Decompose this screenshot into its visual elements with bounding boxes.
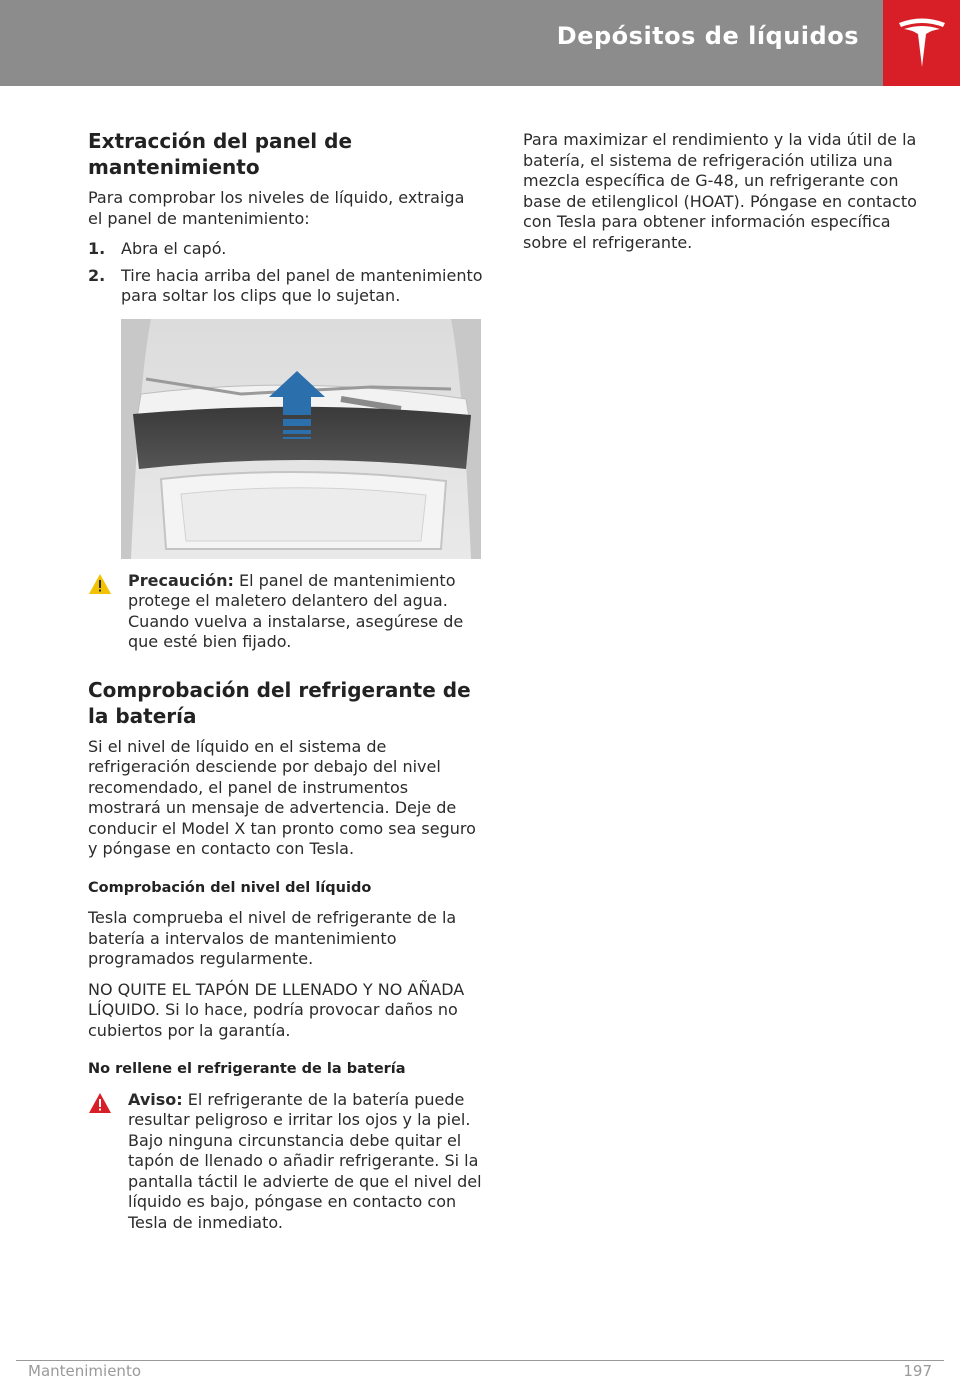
right-column bbox=[523, 130, 918, 263]
steps-list bbox=[88, 239, 483, 307]
warning-note bbox=[88, 1090, 483, 1234]
paragraph-coolant-info: Para maximizar el rendimiento y la vida útil de la batería, el sistema de refrigeración utiliza una mezcla específica de G-48, un refrigerante con base de etilenglicol (HOAT). Póngase en contacto con Tesla para obtener información específica sobre el refrigerante. bbox=[523, 130, 917, 252]
step-text: Abra el capó. bbox=[121, 239, 227, 258]
section-heading-battery-coolant: Comprobación del refrigerante de la batería bbox=[88, 677, 471, 728]
page-header bbox=[0, 0, 883, 86]
paragraph-do-not-fill: NO QUITE EL TAPÓN DE LLENADO Y NO AÑADA LÍQUIDO. Si lo hace, podría provocar daños no cubiertos por la garantía. bbox=[88, 979, 465, 1040]
warning-triangle-icon bbox=[88, 1090, 128, 1234]
step-text: Tire hacia arriba del panel de mantenimiento para soltar los clips que lo sujetan. bbox=[121, 265, 483, 305]
caution-note bbox=[88, 571, 483, 653]
step-number: 1. bbox=[88, 239, 106, 258]
footer-divider bbox=[16, 1360, 944, 1361]
tesla-logo bbox=[883, 0, 960, 86]
paragraph-fluid-level: Tesla comprueba el nivel de refrigerante de la batería a intervalos de mantenimiento programados regularmente. bbox=[88, 908, 457, 968]
page-title: Depósitos de líquidos bbox=[556, 22, 859, 50]
footer-section-name: Mantenimiento bbox=[28, 1362, 141, 1380]
warning-label: Aviso: bbox=[128, 1089, 183, 1109]
step-number: 2. bbox=[88, 265, 106, 285]
list-item bbox=[88, 239, 483, 260]
caution-label: Precaución: bbox=[128, 570, 234, 590]
service-panel-illustration bbox=[121, 319, 481, 559]
caution-text: El panel de mantenimiento protege el maletero delantero del agua. Cuando vuelva a instalarse, asegúrese de que esté bien fijado. bbox=[128, 570, 464, 651]
subheading-no-refill: No rellene el refrigerante de la batería bbox=[88, 1061, 406, 1077]
section-intro-service-panel: Para comprobar los niveles de líquido, extraiga el panel de mantenimiento: bbox=[88, 188, 465, 228]
subheading-fluid-level: Comprobación del nivel del líquido bbox=[88, 879, 372, 896]
tesla-logo-icon bbox=[896, 15, 948, 71]
caution-triangle-icon bbox=[88, 571, 128, 653]
left-column bbox=[88, 128, 483, 1243]
warning-text: El refrigerante de la batería puede resultar peligroso e irritar los ojos y la piel. Bajo ninguna circunstancia debe quitar el tapón de llenado o añadir refrigerante. Si la pantalla táctil le advierte de que el nivel del líquido es bajo, póngase en contacto con Tesla de inmediato. bbox=[128, 1089, 482, 1232]
list-item bbox=[88, 266, 483, 307]
section-heading-service-panel: Extracción del panel de mantenimiento bbox=[88, 129, 353, 179]
section-intro-battery-coolant: Si el nivel de líquido en el sistema de refrigeración desciende por debajo del nivel recomendado, el panel de instrumentos mostrará un mensaje de advertencia. Deje de conducir el Model X tan pronto como sea seguro y póngase en contacto con Tesla. bbox=[88, 736, 476, 858]
page-number: 197 bbox=[903, 1362, 932, 1380]
